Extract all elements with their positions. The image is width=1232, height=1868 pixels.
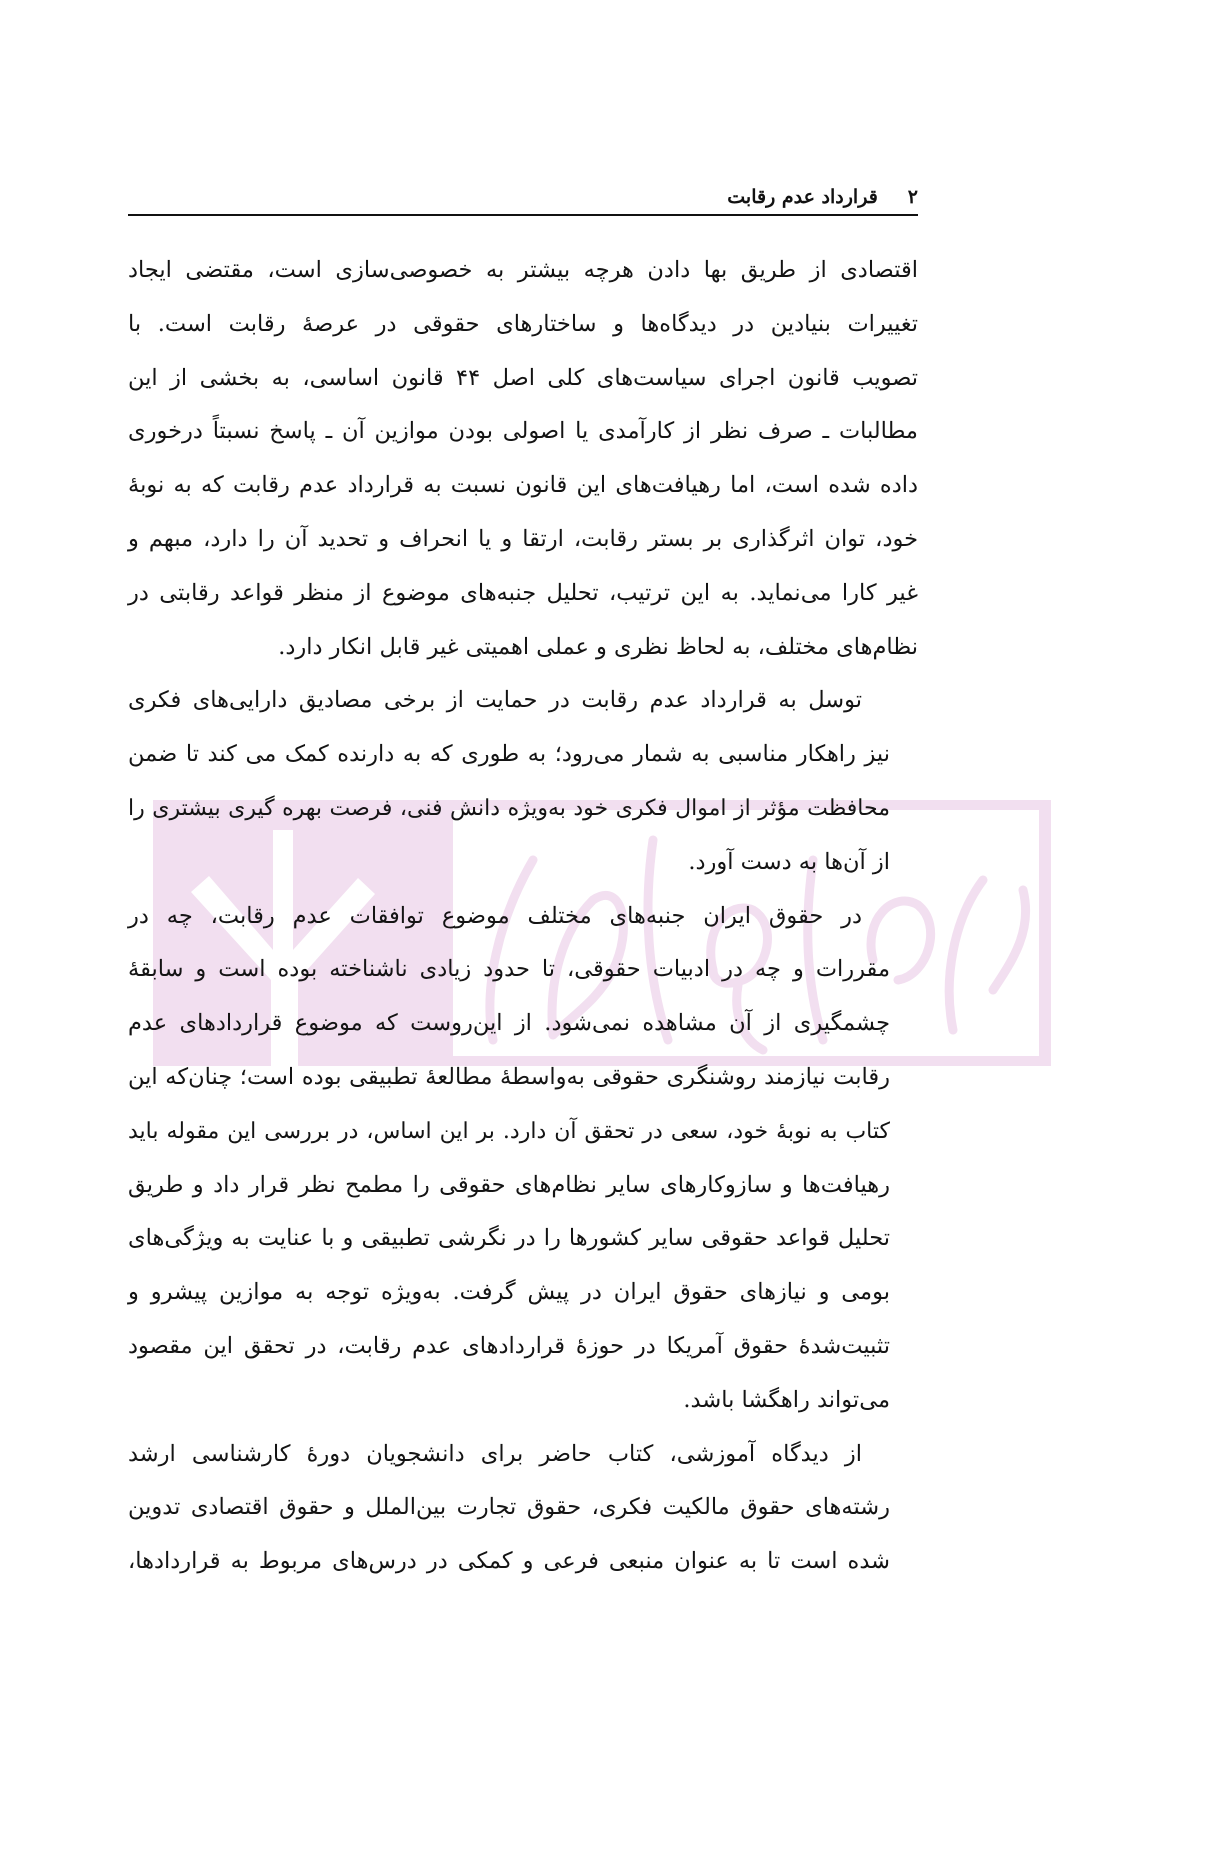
text-line: مقررات و چه در ادبیات حقوقی، تا حدود زیادی ناشناخته بوده است و سابقهٔ: [128, 956, 890, 983]
text-line: رقابت نیازمند روشنگری حقوقی به‌واسطهٔ مطالعهٔ تطبیقی بوده است؛ چنان‌که این: [128, 1063, 890, 1090]
text-line: خود، توان اثرگذاری بر بستر رقابت، ارتقا و یا انحراف و تحدید آن را دارد، مبهم و: [128, 525, 918, 552]
text-line: تصویب قانون اجرای سیاست‌های کلی اصل ۴۴ قانون اساسی، به بخشی از این: [128, 364, 918, 391]
text-line: توسل به قرارداد عدم رقابت در حمایت از برخی مصادیق دارایی‌های فکری: [128, 687, 862, 714]
text-line: رشته‌های حقوق مالکیت فکری، حقوق تجارت بین‌الملل و حقوق اقتصادی تدوین: [128, 1494, 890, 1521]
text-line: تغییرات بنیادین در دیدگاه‌ها و ساختارهای حقوقی در عرصهٔ رقابت است. با: [128, 310, 918, 337]
paragraph-2: [128, 674, 918, 889]
running-head: [128, 182, 918, 212]
text-line: محافظت مؤثر از اموال فکری خود به‌ویژه دانش فنی، فرصت بهره گیری بیشتری را: [128, 795, 890, 821]
text-line: مطالبات ـ صرف نظر از کارآمدی یا اصولی بودن موازین آن ـ پاسخ نسبتاً درخوری: [128, 418, 918, 445]
text-line: از دیدگاه آموزشی، کتاب حاضر برای دانشجویان دورهٔ کارشناسی ارشد: [128, 1440, 862, 1467]
page-number: ۲: [907, 186, 918, 208]
body-text: [128, 244, 918, 1589]
paragraph-1: [128, 244, 918, 674]
text-line: داده شده است، اما رهیافت‌های این قانون نسبت به قرارداد عدم رقابت که به نوبهٔ: [128, 472, 918, 499]
running-title: قرارداد عدم رقابت: [727, 186, 878, 208]
paragraph-4: [128, 1428, 918, 1589]
text-line: نیز راهکار مناسبی به شمار می‌رود؛ به طوری که به دارنده کمک می کند تا ضمن: [128, 741, 890, 768]
text-line: شده است تا به عنوان منبعی فرعی و کمکی در درس‌های مربوط به قراردادها،: [128, 1548, 890, 1575]
text-line: می‌تواند راهگشا باشد.: [683, 1386, 890, 1413]
text-line: در حقوق ایران جنبه‌های مختلف موضوع توافقات عدم رقابت، چه در: [128, 902, 862, 929]
text-line: از آن‌ها به دست آورد.: [688, 848, 890, 875]
text-line: اقتصادی از طریق بها دادن هرچه بیشتر به خصوصی‌سازی است، مقتضی ایجاد: [128, 257, 918, 283]
text-line: رهیافت‌ها و سازوکارهای سایر نظام‌های حقوقی را مطمح نظر قرار داد و طریق: [128, 1171, 890, 1198]
text-line: غیر کارا می‌نماید. به این ترتیب، تحلیل جنبه‌های موضوع از منظر قواعد رقابتی در: [128, 579, 918, 606]
header-rule: [128, 214, 918, 216]
text-line: کتاب به نوبهٔ خود، سعی در تحقق آن دارد. بر این اساس، در بررسی این مقوله باید: [128, 1118, 890, 1144]
text-line: بومی و نیازهای حقوق ایران در پیش گرفت. به‌ویژه توجه به موازین پیشرو و: [128, 1279, 890, 1306]
text-line: تحلیل قواعد حقوقی سایر کشورها را در نگرشی تطبیقی و با عنایت به ویژگی‌های: [128, 1225, 890, 1252]
text-line: نظام‌های مختلف، به لحاظ نظری و عملی اهمیتی غیر قابل انکار دارد.: [278, 633, 918, 660]
paragraph-3: [128, 890, 918, 1428]
text-line: تثبیت‌شدهٔ حقوق آمریکا در حوزهٔ قراردادهای عدم رقابت، در تحقق این مقصود: [128, 1332, 890, 1359]
text-line: چشمگیری از آن مشاهده نمی‌شود. از این‌روست که موضوع قراردادهای عدم: [128, 1010, 890, 1037]
